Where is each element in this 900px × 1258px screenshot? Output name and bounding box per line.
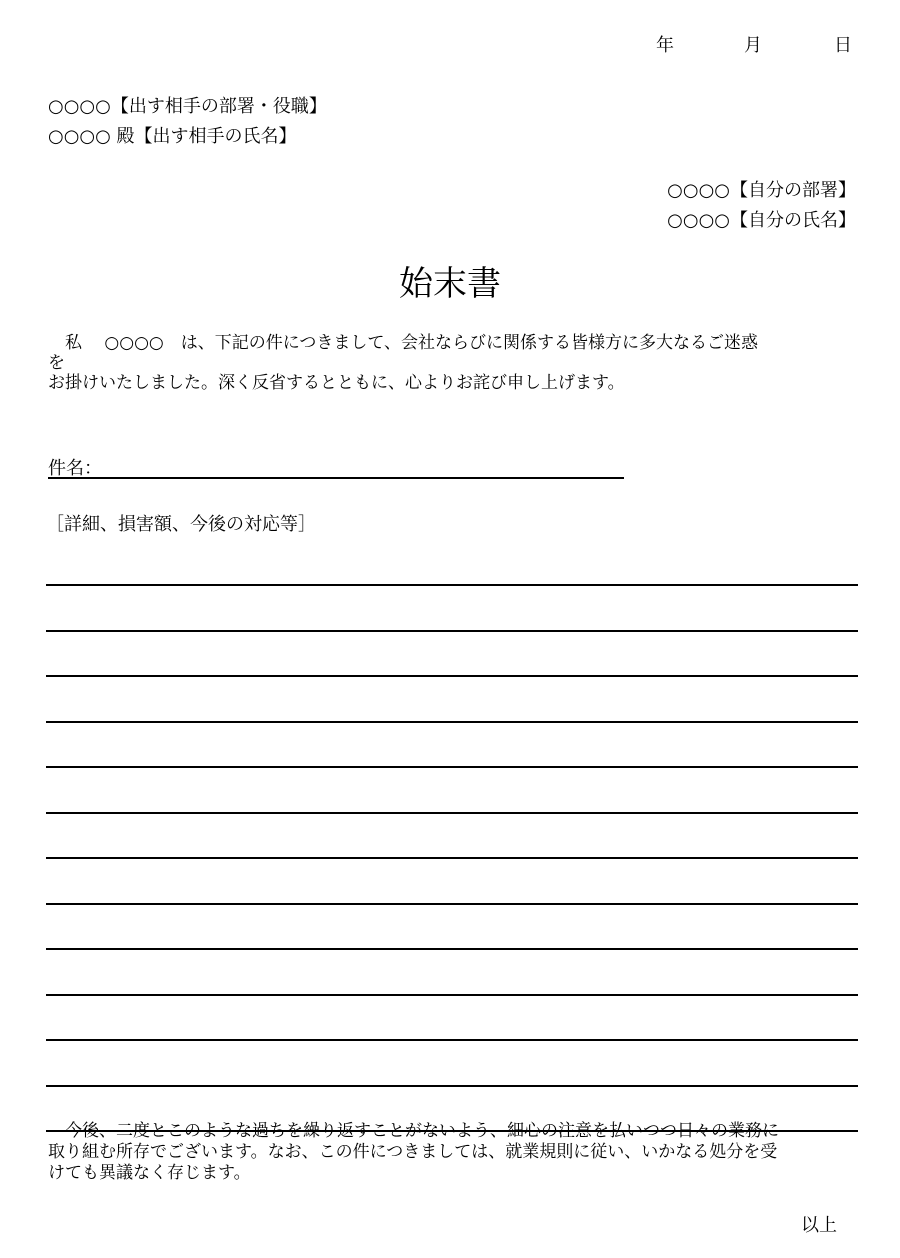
intro-paragraph bbox=[48, 333, 860, 393]
date-month-label: 月 bbox=[744, 35, 762, 56]
intro-line: を bbox=[48, 353, 65, 373]
date-year-label: 年 bbox=[656, 35, 674, 56]
writing-line[interactable] bbox=[46, 994, 858, 1040]
end-mark: 以上 bbox=[801, 1215, 837, 1236]
details-writing-area[interactable] bbox=[46, 584, 858, 1132]
sender-name: ○○○○【自分の氏名】 bbox=[667, 210, 856, 231]
intro-line: お掛けいたしました。深く反省するとともに、心よりお詫び申し上げます。 bbox=[48, 373, 625, 393]
writing-line[interactable] bbox=[46, 1039, 858, 1085]
closing-paragraph bbox=[48, 1121, 860, 1184]
details-heading: ［詳細、損害額、今後の対応等］ bbox=[46, 514, 316, 535]
closing-line: 取り組む所存でございます。なお、この件につきましては、就業規則に従い、いかなる処分を受 bbox=[48, 1142, 778, 1162]
date-day-label: 日 bbox=[834, 35, 852, 56]
subject-label: 件名： bbox=[48, 458, 102, 479]
writing-line[interactable] bbox=[46, 948, 858, 994]
recipient-department: ○○○○【出す相手の部署・役職】 bbox=[48, 96, 327, 117]
writing-line[interactable] bbox=[46, 857, 858, 903]
subject-underline[interactable] bbox=[48, 477, 624, 479]
recipient-name: ○○○○ 殿【出す相手の氏名】 bbox=[48, 126, 297, 147]
intro-line: 私 ○○○○ は、下記の件につきまして、会社ならびに関係する皆様方に多大なるご迷惑 bbox=[48, 333, 759, 353]
writing-line[interactable] bbox=[46, 721, 858, 767]
writing-line[interactable] bbox=[46, 584, 858, 630]
writing-line[interactable] bbox=[46, 630, 858, 676]
writing-line[interactable] bbox=[46, 766, 858, 812]
writing-line[interactable] bbox=[46, 903, 858, 949]
writing-line[interactable] bbox=[46, 675, 858, 721]
closing-line: 今後、二度とこのような過ちを繰り返すことがないよう、細心の注意を払いつつ日々の業務に bbox=[48, 1121, 779, 1141]
sender-block bbox=[667, 176, 856, 236]
document-title: 始末書 bbox=[399, 264, 501, 304]
sender-department: ○○○○【自分の部署】 bbox=[667, 180, 856, 201]
closing-line: けても異議なく存じます。 bbox=[48, 1163, 251, 1183]
writing-line[interactable] bbox=[46, 812, 858, 858]
